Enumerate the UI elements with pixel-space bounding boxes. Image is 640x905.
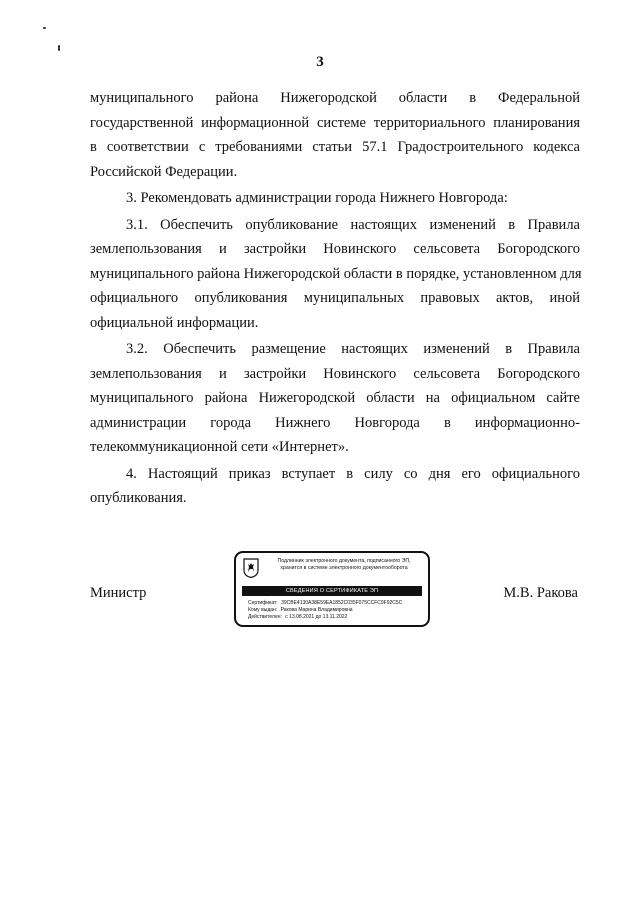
text-line: муниципального района Нижегородской области на официальном сайте xyxy=(90,390,580,406)
stamp-note-line: хранится в системе электронного документооборота xyxy=(280,565,408,571)
electronic-signature-stamp xyxy=(234,551,430,627)
text-line: Российской Федерации. xyxy=(90,163,238,180)
text-line: администрации города Нижнего Новгорода в информационно- xyxy=(90,414,580,431)
text-line: землепользования и застройки Новинского сельсовета Богородского xyxy=(90,241,580,257)
certificate-row xyxy=(248,600,402,607)
text-line: государственной информационной системе территориального планирования xyxy=(90,114,580,131)
validity-label: Действителен: xyxy=(248,614,282,620)
signatory-name: М.В. Ракова xyxy=(503,585,578,601)
scan-speck xyxy=(58,45,60,51)
text-line: официальной информации. xyxy=(90,314,259,331)
paragraph-4 xyxy=(90,462,580,511)
paragraph-continuation xyxy=(90,86,580,184)
text-line: официального опубликования муниципальных правовых актов, иной xyxy=(90,290,580,306)
text-line: телекоммуникационной сети «Интернет». xyxy=(90,439,349,455)
certificate-value: 39CBE4130A38E59EA1852C035F075CCFC9F92C5C xyxy=(281,600,403,606)
signatory-position: Министр xyxy=(90,585,147,601)
stamp-note-line: Подлинник электронного документа, подписанного ЭП, xyxy=(277,558,411,564)
page-number: 3 xyxy=(316,54,324,70)
issued-to-label: Кому выдан: xyxy=(248,607,278,613)
document-body xyxy=(90,86,580,513)
paragraph-3-2 xyxy=(90,337,580,460)
validity-row xyxy=(248,614,402,621)
certificate-details xyxy=(248,600,402,621)
stamp-note xyxy=(264,558,424,572)
issued-to-value: Ракова Марина Владимировна xyxy=(280,607,353,613)
validity-value: с 13.08.2021 до 13.11.2022 xyxy=(285,614,348,620)
text-line: муниципального района Нижегородской области в Федеральной xyxy=(90,90,580,106)
text-line: 3. Рекомендовать администрации города Нижнего Новгорода: xyxy=(126,190,508,206)
issued-to-row xyxy=(248,607,402,614)
text-line: землепользования и застройки Новинского сельсовета Богородского xyxy=(90,365,580,382)
text-line: 3.2. Обеспечить размещение настоящих изменений в Правила xyxy=(126,341,580,357)
stamp-header: СВЕДЕНИЯ О СЕРТИФИКАТЕ ЭП xyxy=(242,586,422,596)
scan-speck xyxy=(43,27,46,29)
text-line: опубликования. xyxy=(90,490,187,506)
paragraph-3-1 xyxy=(90,213,580,336)
deer-emblem-icon xyxy=(243,558,259,578)
certificate-label: Сертификат: xyxy=(248,600,278,606)
text-line: 4. Настоящий приказ вступает в силу со дня его официального xyxy=(126,465,580,482)
text-line: 3.1. Обеспечить опубликование настоящих изменений в Правила xyxy=(126,216,580,233)
paragraph-3 xyxy=(90,186,580,211)
text-line: муниципального района Нижегородской области в порядке, установленном для xyxy=(90,265,582,282)
text-line: в соответствии с требованиями статьи 57.1 Градостроительного кодекса xyxy=(90,139,580,155)
